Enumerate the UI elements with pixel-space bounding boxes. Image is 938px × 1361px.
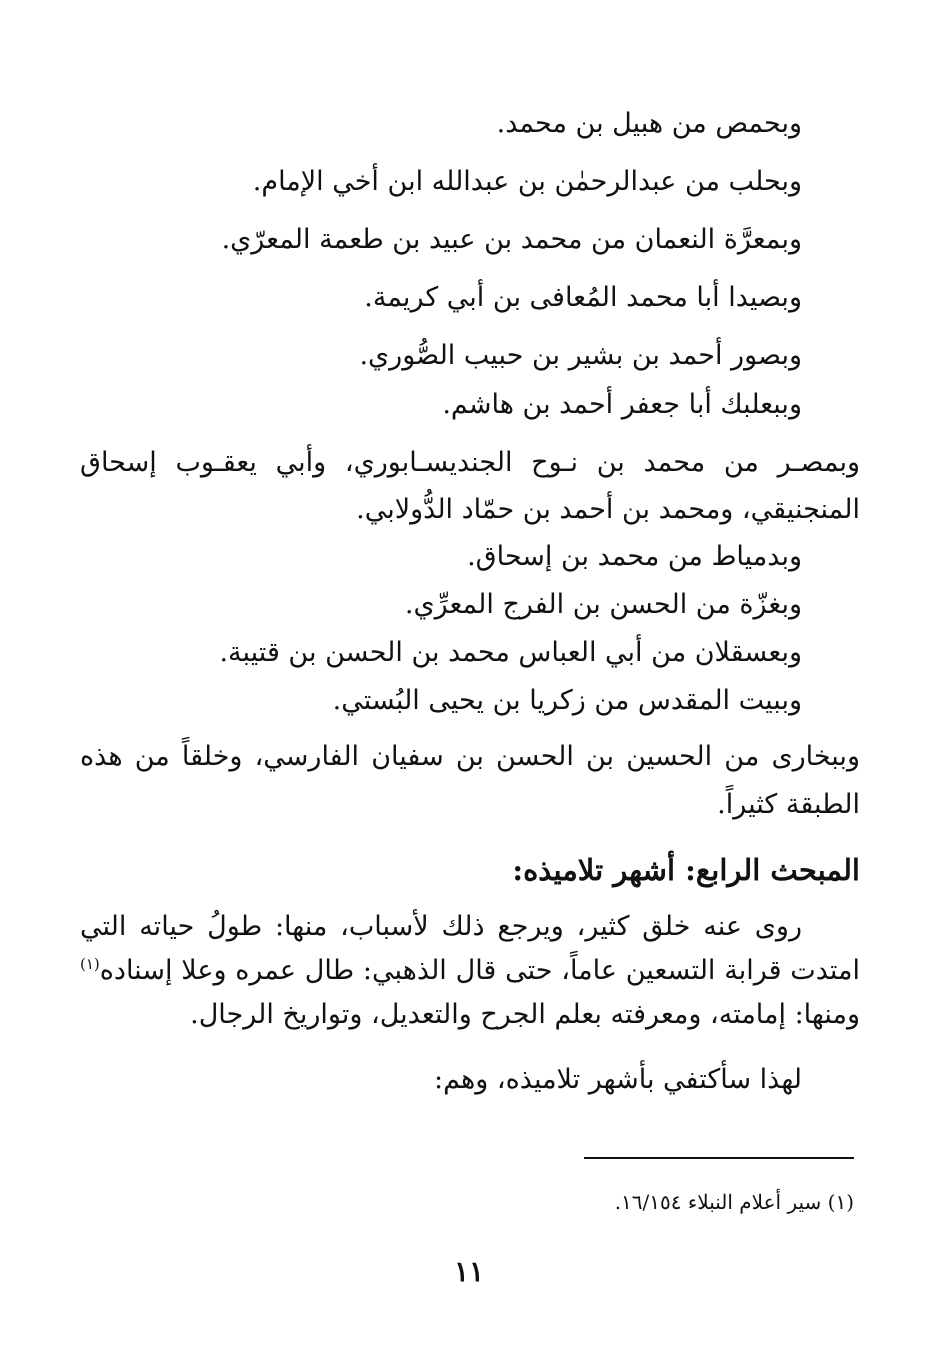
section-heading: [160, 850, 860, 890]
text-line: وبحمص من هبيل بن محمد.: [496, 108, 802, 139]
text-line: وبعسقلان من أبي العباس محمد بن الحسن بن قتيبة.: [219, 637, 802, 668]
paragraph-line-text: امتدت قرابة التسعين عاماً، حتى قال الذهبي: طال عمره وعلا إسناده: [99, 955, 860, 986]
text-line: وبغزّة من الحسن بن الفرج المعرِّي.: [404, 589, 802, 620]
text-line: وببخارى من الحسين بن الحسن بن سفيان الفارسي، وخلقاً من هذه: [80, 741, 860, 772]
text-line: وببيت المقدس من زكريا بن يحيى البُستي.: [332, 685, 802, 716]
text-line: وبدمياط من محمد بن إسحاق.: [467, 541, 802, 572]
footnote-divider: [584, 1157, 854, 1159]
text-line: وبصور أحمد بن بشير بن حبيب الصُّوري.: [359, 340, 802, 371]
paragraph-line: روى عنه خلق كثير، ويرجع ذلك لأسباب، منها: طولُ حياته التي: [80, 911, 802, 942]
text-line: وبصيدا أبا محمد المُعافى بن أبي كريمة.: [364, 282, 802, 313]
text-line: الطبقة كثيراً.: [717, 789, 860, 820]
page-number: ١١: [453, 1255, 485, 1288]
paragraph-line: ومنها: إمامته، ومعرفته بعلم الجرح والتعديل، وتواريخ الرجال.: [190, 999, 860, 1030]
footnote: [615, 1187, 854, 1217]
closing-line: لهذا سأكتفي بأشهر تلاميذه، وهم:: [433, 1064, 802, 1095]
text-line: وبمعرَّة النعمان من محمد بن عبيد بن طعمة المعرّي.: [221, 224, 802, 255]
section-heading-title: أشهر تلاميذه:: [512, 853, 676, 887]
section-heading-label: المبحث الرابع:: [685, 853, 860, 887]
text-line: وبحلب من عبدالرحمٰن بن عبدالله ابن أخي الإمام.: [252, 166, 802, 197]
footnote-number: (١): [827, 1190, 854, 1214]
text-line: وبمصـر من محمد بن نـوح الجنديسـابوري، وأبي يعقـوب إسحاق: [80, 447, 860, 478]
text-line: وببعلبك أبا جعفر أحمد بن هاشم.: [442, 389, 802, 420]
footnote-text: سير أعلام النبلاء ١٦/١٥٤.: [614, 1190, 822, 1214]
text-line: المنجنيقي، ومحمد بن أحمد بن حمّاد الدُّولابي.: [356, 494, 860, 525]
footnote-marker: (١): [80, 955, 100, 973]
paragraph-line: [80, 951, 860, 991]
